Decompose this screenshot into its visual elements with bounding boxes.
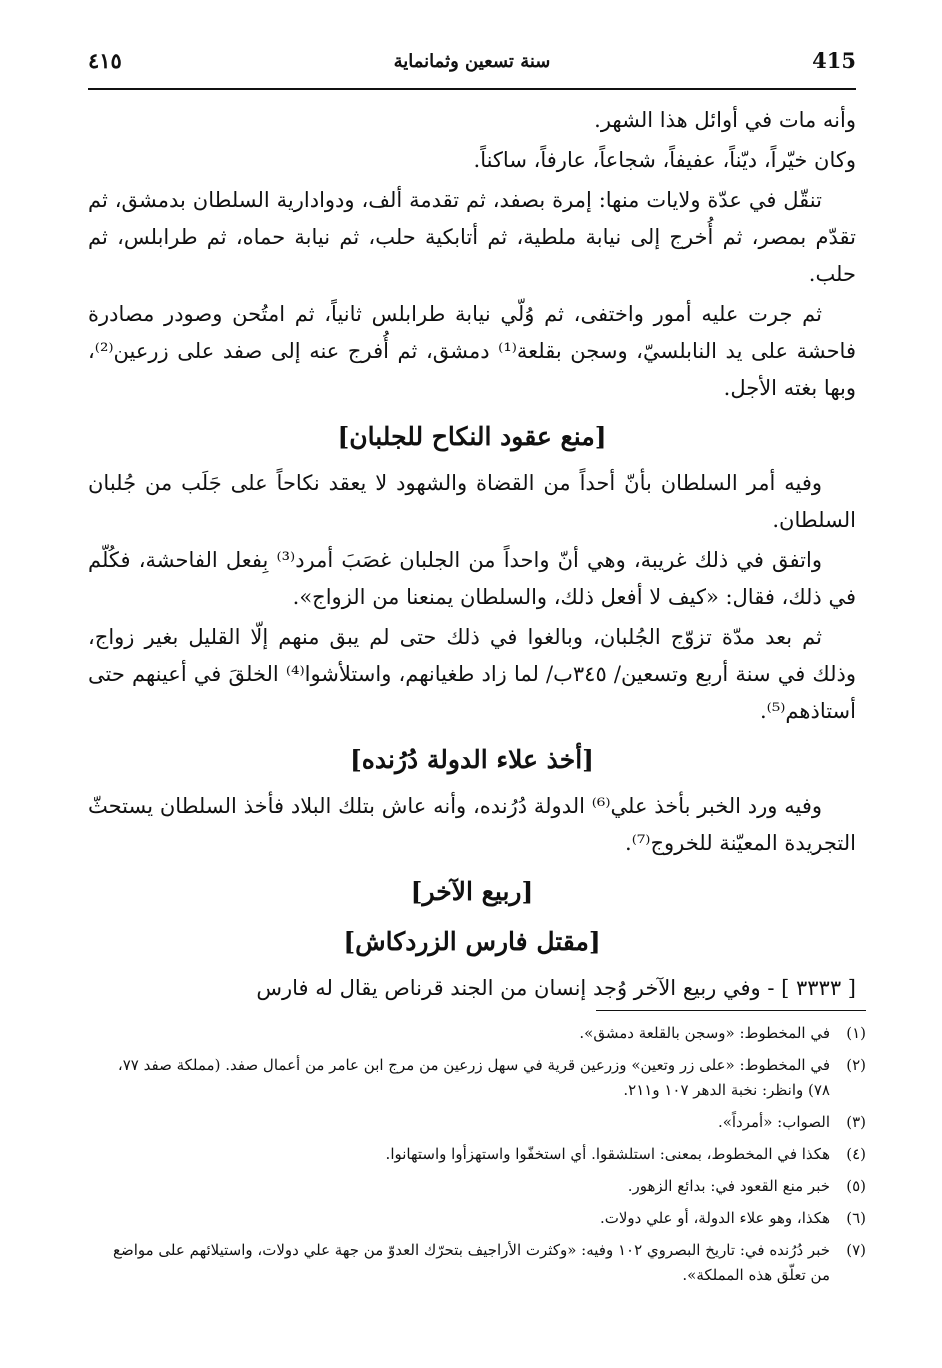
paragraph: تنقّل في عدّة ولايات منها: إمرة بصفد، ثم تقدمة ألف، ودوادارية السلطان بدمشق، ثم تقدّم بمصر، ثم أُخرج إلى نيابة ملطية، ثم أتابكية حلب، ثم نيابة حماه، ثم طرابلس، ثم حلب. (88, 188, 856, 286)
section-heading: [مقتل فارس الزردكاش] (343, 927, 601, 956)
footnote-number: (٣) (846, 1113, 866, 1131)
footnote (94, 1238, 866, 1288)
numbered-entry: [ ٣٣٣٣ ] - وفي ربيع الآخر وُجد إنسان من الجند قرناص يقال له فارس (256, 976, 856, 1000)
paragraph: وأنه مات في أوائل هذا الشهر. (594, 108, 856, 132)
footnote-number: (٧) (846, 1241, 866, 1259)
main-text (88, 102, 856, 1010)
page-number-arabic: ٤١٥ (88, 48, 122, 73)
paragraph: وفيه ورد الخبر بأخذ علي⁽⁶⁾ الدولة دُرُنده، وأنه عاش بتلك البلاد فأخذ السلطان يستحثّ التجريدة المعيّنة للخروج⁽⁷⁾. (88, 794, 856, 855)
running-title: سنة تسعين وثمانماية (393, 51, 551, 72)
paragraph: ثم بعد مدّة تزوّج الجُلبان، وبالغوا في ذلك حتى لم يبق منهم إلّا القليل بغير زواج، وذلك في سنة أربع وتسعين/ ٣٤٥ب/ لما زاد طغيانهم، واستلأشوا⁽⁴⁾ الخلقَ في أعينهم حتى أستاذهم⁽⁵⁾. (88, 625, 857, 723)
footnote-text: هكذا، وهو علاء الدولة، أو علي دولات. (599, 1209, 830, 1227)
footnotes (94, 1010, 866, 1295)
paragraph: ثم جرت عليه أمور واختفى، ثم وُلّي نيابة طرابلس ثانياً، ثم امتُحن وصودر مصادرة فاحشة على يد النابلسيّ، وسجن بقلعة⁽¹⁾ دمشق، ثم أُفرج عنه إلى صفد على زرعين⁽²⁾، وبها بغته الأجل. (88, 302, 856, 400)
footnote-text: الصواب: «أمرداً». (717, 1113, 830, 1131)
footnote (94, 1206, 866, 1231)
paragraph: وكان خيّراً، ديّناً، عفيفاً، شجاعاً، عارفاً، ساكناً. (473, 148, 856, 172)
footnote-divider (596, 1010, 866, 1011)
footnote-text: في المخطوط: «على زر وتعين» وزرعين قرية في سهل زرعين من مرج ابن عامر من أعمال صفد. (مملكة صفد ٧٧، ٧٨) وانظر: نخبة الدهر ١٠٧ و٢١١. (117, 1056, 830, 1099)
footnote (94, 1174, 866, 1199)
paragraph: واتفق في ذلك غريبة، وهي أنّ واحداً من الجلبان غصَبَ أمرد⁽³⁾ بِفعل الفاحشة، فكُلّم في ذلك، فقال: «كيف لا أفعل ذلك، والسلطان يمنعنا من الزواج». (88, 548, 856, 609)
footnote-text: خبر دُرُنده في: تاريخ البصروي ١٠٢ وفيه: «وكثرت الأراجيف بتحرّك العدوّ من جهة علي دولات، واستيلائهم على مواضع من تعلّق هذه المملكة». (112, 1241, 830, 1284)
footnote (94, 1053, 866, 1103)
section-heading: [منع عقود النكاح للجلبان] (337, 422, 607, 451)
footnote-text: هكذا في المخطوط، بمعنى: استلشقوا. أي استخفّوا واستهزأوا واستهانوا. (385, 1145, 830, 1163)
footnote-number: (٥) (846, 1177, 866, 1195)
page-header (88, 44, 856, 90)
paragraph: وفيه أمر السلطان بأنّ أحداً من القضاة والشهود لا يعقد نكاحاً على جَلَب من جُلبان السلطان. (88, 471, 856, 532)
footnote (94, 1021, 866, 1046)
footnote-number: (٦) (846, 1209, 866, 1227)
footnote-text: في المخطوط: «وسجن بالقلعة دمشق». (579, 1024, 830, 1042)
month-heading: [ربيع الآخر] (410, 877, 534, 906)
section-heading: [أخذ علاء الدولة دُرُنده] (349, 745, 595, 774)
page-number-latin: 415 (812, 48, 856, 73)
footnote-number: (١) (846, 1024, 866, 1042)
footnote-text: خبر منع القعود في: بدائع الزهور. (627, 1177, 830, 1195)
footnote-number: (٤) (846, 1145, 866, 1163)
footnote (94, 1142, 866, 1167)
footnote (94, 1110, 866, 1135)
footnote-number: (٢) (846, 1056, 866, 1074)
